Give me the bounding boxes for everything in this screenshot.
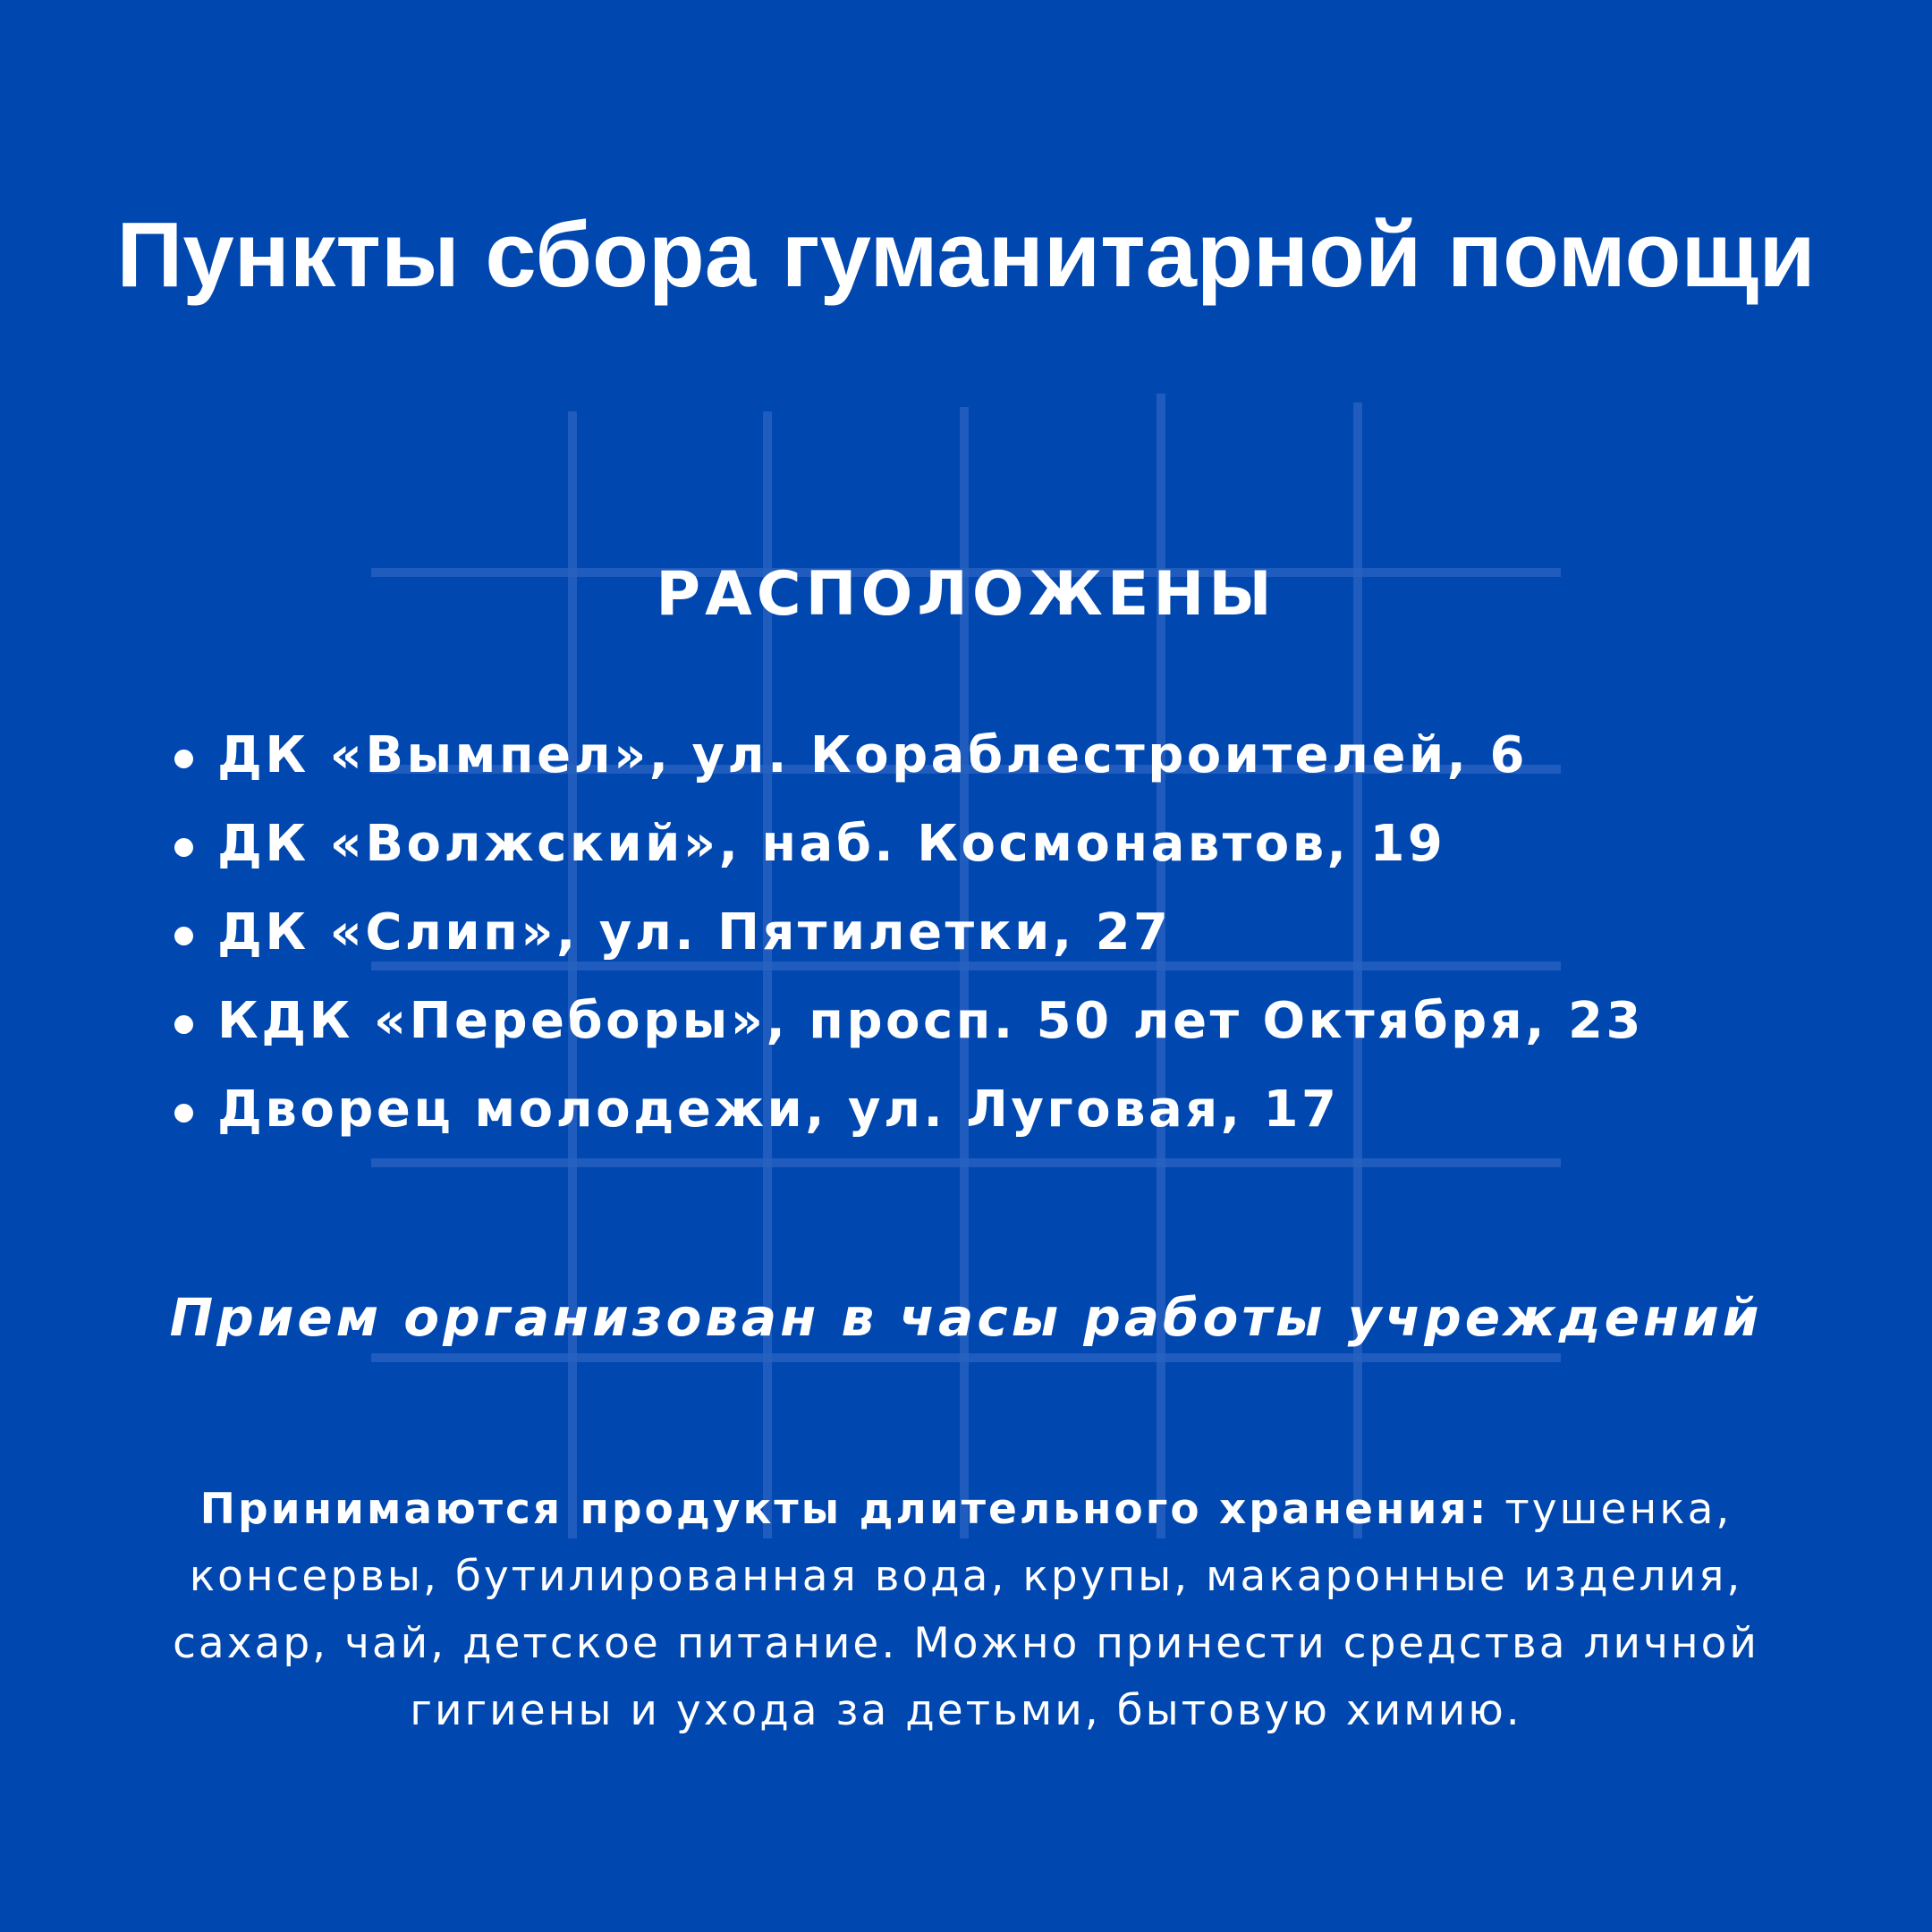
address-text: ДК «Волжский», наб. Космонавтов, 19 bbox=[217, 815, 1446, 873]
accepted-items-text: тушенка, консервы, бутилированная вода, крупы, макаронные изделия, сахар, чай, детское питание. Можно принести средства личной гигиены и ухода за детьми, бытовую химию. bbox=[173, 1485, 1759, 1735]
address-item bbox=[174, 716, 1644, 804]
address-text: ДК «Вымпел», ул. Кораблестроителей, 6 bbox=[217, 726, 1528, 784]
bullet-icon bbox=[174, 927, 193, 945]
address-item bbox=[174, 981, 1644, 1070]
address-text: ДК «Слип», ул. Пятилетки, 27 bbox=[217, 903, 1172, 962]
address-list bbox=[174, 716, 1644, 1158]
locations-heading: РАСПОЛОЖЕНЫ bbox=[656, 559, 1276, 630]
address-item bbox=[174, 1070, 1644, 1158]
bullet-icon bbox=[174, 750, 193, 768]
address-text: Дворец молодежи, ул. Луговая, 17 bbox=[217, 1080, 1340, 1139]
accepted-items-paragraph bbox=[143, 1476, 1789, 1744]
accepted-items-label: Принимаются продукты длительного хранения: bbox=[199, 1485, 1489, 1534]
bullet-icon bbox=[174, 1104, 193, 1123]
page-title: Пункты сбора гуманитарной помощи bbox=[116, 203, 1816, 306]
bullet-icon bbox=[174, 838, 193, 857]
working-hours-note: Прием организован в часы работы учреждений bbox=[169, 1287, 1763, 1348]
bullet-icon bbox=[174, 1015, 193, 1034]
address-item bbox=[174, 893, 1644, 981]
address-text: КДК «Переборы», просп. 50 лет Октября, 23 bbox=[217, 992, 1644, 1050]
address-item bbox=[174, 804, 1644, 893]
